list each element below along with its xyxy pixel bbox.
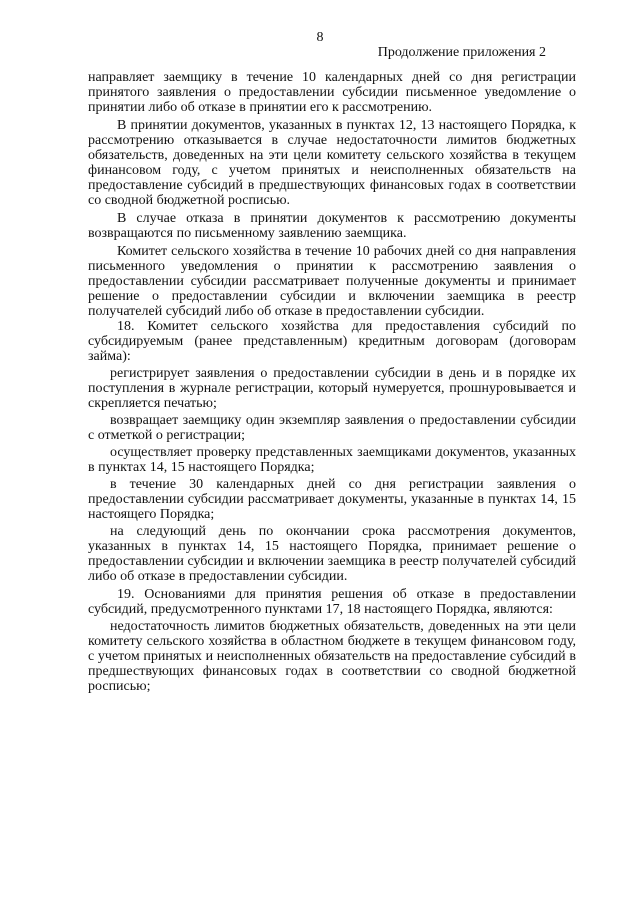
document-body (88, 70, 576, 694)
list-item-insufficient-limits: недостаточность лимитов бюджетных обязательств, доведенных на эти цели комитету сельского хозяйства в областном бюджете в текущем финансовом году, с учетом принятых и неисполненных обязательств на предоставление субсидий в предшествующих финансовых годах в соответствии со сводной бюджетной росписью; (88, 619, 576, 694)
list-item-registers: регистрирует заявления о предоставлении субсидии в день и в порядке их поступления в журнале регистрации, который нумеруется, прошнуровывается и скрепляется печатью; (88, 366, 576, 411)
page-number: 8 (316, 30, 324, 45)
paragraph-documents-return: В случае отказа в принятии документов к рассмотрению документы возвращаются по письменному заявлению заемщика. (88, 211, 576, 241)
paragraph-item-19: 19. Основаниями для принятия решения об отказе в предоставлении субсидий, предусмотренного пунктами 17, 18 настоящего Порядка, являются: (88, 587, 576, 617)
list-item-decides: на следующий день по окончании срока рассмотрения документов, указанных в пунктах 14, 15 настоящего Порядка, принимает решение о предоставлении субсидии и включении заемщика в реестр получателей субсидий либо об отказе в предоставлении субсидии. (88, 524, 576, 584)
paragraph-refusal-conditions: В принятии документов, указанных в пунктах 12, 13 настоящего Порядка, к рассмотрению отказывается в случае недостаточности лимитов бюджетных обязательств, доведенных на эти цели комитету сельского хозяйства в текущем финансовом году, с учетом принятых и неисполненных обязательств на предоставление субсидий в предшествующих финансовых годах в соответствии со сводной бюджетной росписью. (88, 118, 576, 208)
appendix-continuation-note: Продолжение приложения 2 (377, 45, 546, 60)
paragraph-item-18: 18. Комитет сельского хозяйства для предоставления субсидий по субсидируемым (ранее представленным) кредитным договорам (договорам займа): (88, 319, 576, 364)
list-item-returns-copy: возвращает заемщику один экземпляр заявления о предоставлении субсидии с отметкой о регистрации; (88, 413, 576, 443)
list-item-verifies: осуществляет проверку представленных заемщиками документов, указанных в пунктах 14, 15 настоящего Порядка; (88, 445, 576, 475)
paragraph-committee-decision: Комитет сельского хозяйства в течение 10 рабочих дней со дня направления письменного уведомления о принятии к рассмотрению заявления о предоставлении субсидии рассматривает полученные документы и принимает решение о предоставлении субсидии и включении заемщика в реестр получателей субсидий либо об отказе в предоставлении субсидии. (88, 244, 576, 319)
paragraph-continuation: направляет заемщику в течение 10 календарных дней со дня регистрации принятого заявления о предоставлении субсидии письменное уведомление о принятии либо об отказе в принятии его к рассмотрению. (88, 70, 576, 115)
list-item-reviews: в течение 30 календарных дней со дня регистрации заявления о предоставлении субсидии рассматривает документы, указанные в пунктах 14, 15 настоящего Порядка; (88, 477, 576, 522)
